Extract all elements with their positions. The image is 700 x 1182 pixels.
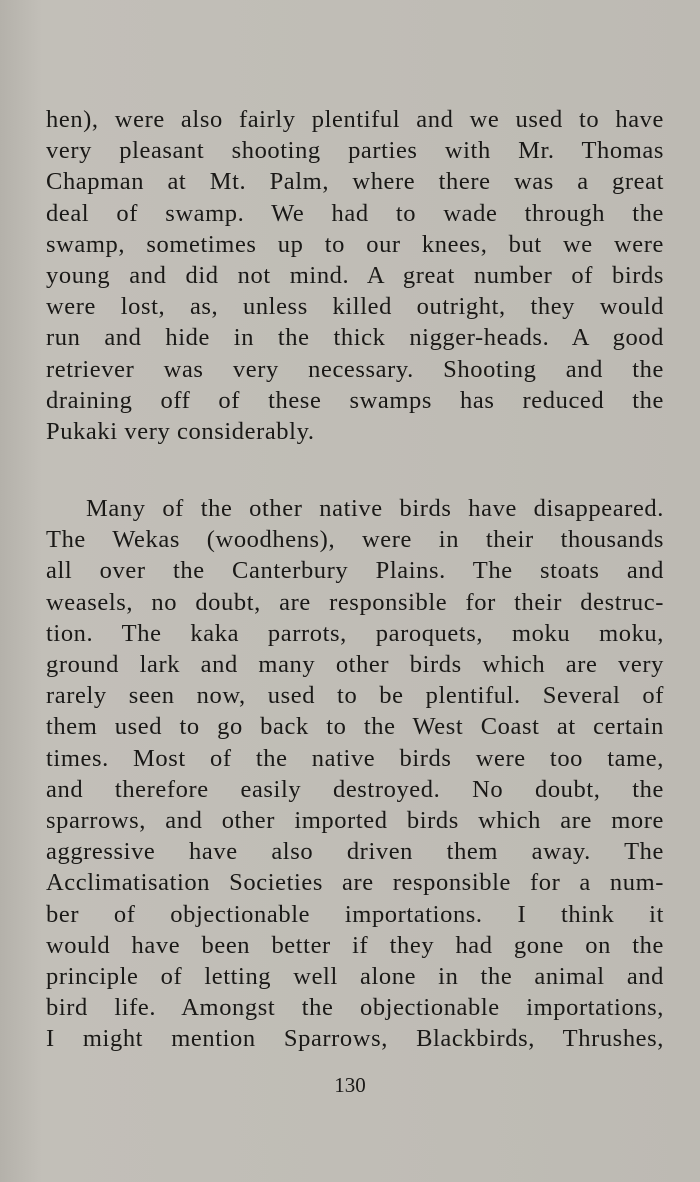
text-line: times. Most of the native birds were too tame, [46,744,664,772]
text-line: tion. The kaka parrots, paroquets, moku moku, [46,619,664,647]
paragraph-2 [46,493,664,1054]
page-number: 130 [334,1073,366,1097]
text-line: I might mention Sparrows, Blackbirds, Thrushes, [46,1025,664,1053]
paragraph-1 [46,104,664,447]
text-line: young and did not mind. A great number of birds [46,261,664,289]
text-line: run and hide in the thick nigger-heads. A good [46,324,664,352]
text-line: would have been better if they had gone on the [46,931,664,959]
text-line: and therefore easily destroyed. No doubt, the [46,775,664,803]
text-line: principle of letting well alone in the animal and [46,962,664,990]
text-line: retriever was very necessary. Shooting and the [46,355,664,383]
text-line: swamp, sometimes up to our knees, but we were [46,230,664,258]
text-line: Acclimatisation Societies are responsible for a num- [46,869,664,897]
text-line: Many of the other native birds have disappeared. [86,495,664,523]
text-line: sparrows, and other imported birds which are more [46,806,664,834]
text-line: ber of objectionable importations. I think it [46,900,664,928]
text-line: ground lark and many other birds which are very [46,651,664,678]
text-line: deal of swamp. We had to wade through the [46,199,664,227]
text-line: very pleasant shooting parties with Mr. Thomas [46,137,664,165]
text-line: bird life. Amongst the objectionable importations, [46,994,664,1022]
text-line: hen), were also fairly plentiful and we used to have [46,106,664,133]
paragraph-gap [46,447,664,493]
text-line: Pukaki very considerably. [46,417,315,445]
text-line: draining off of these swamps has reduced the [46,386,664,414]
text-line: aggressive have also driven them away. The [46,838,664,866]
text-line: were lost, as, unless killed outright, they would [46,293,664,321]
text-line: Chapman at Mt. Palm, where there was a great [46,168,664,196]
text-line: The Wekas (woodhens), were in their thousands [46,526,664,554]
text-line: all over the Canterbury Plains. The stoats and [46,557,664,585]
text-line: weasels, no doubt, are responsible for their destruc- [46,588,664,616]
text-line: them used to go back to the West Coast at certain [46,713,664,741]
body-text [46,104,664,1054]
text-line: rarely seen now, used to be plentiful. Several of [46,682,664,710]
